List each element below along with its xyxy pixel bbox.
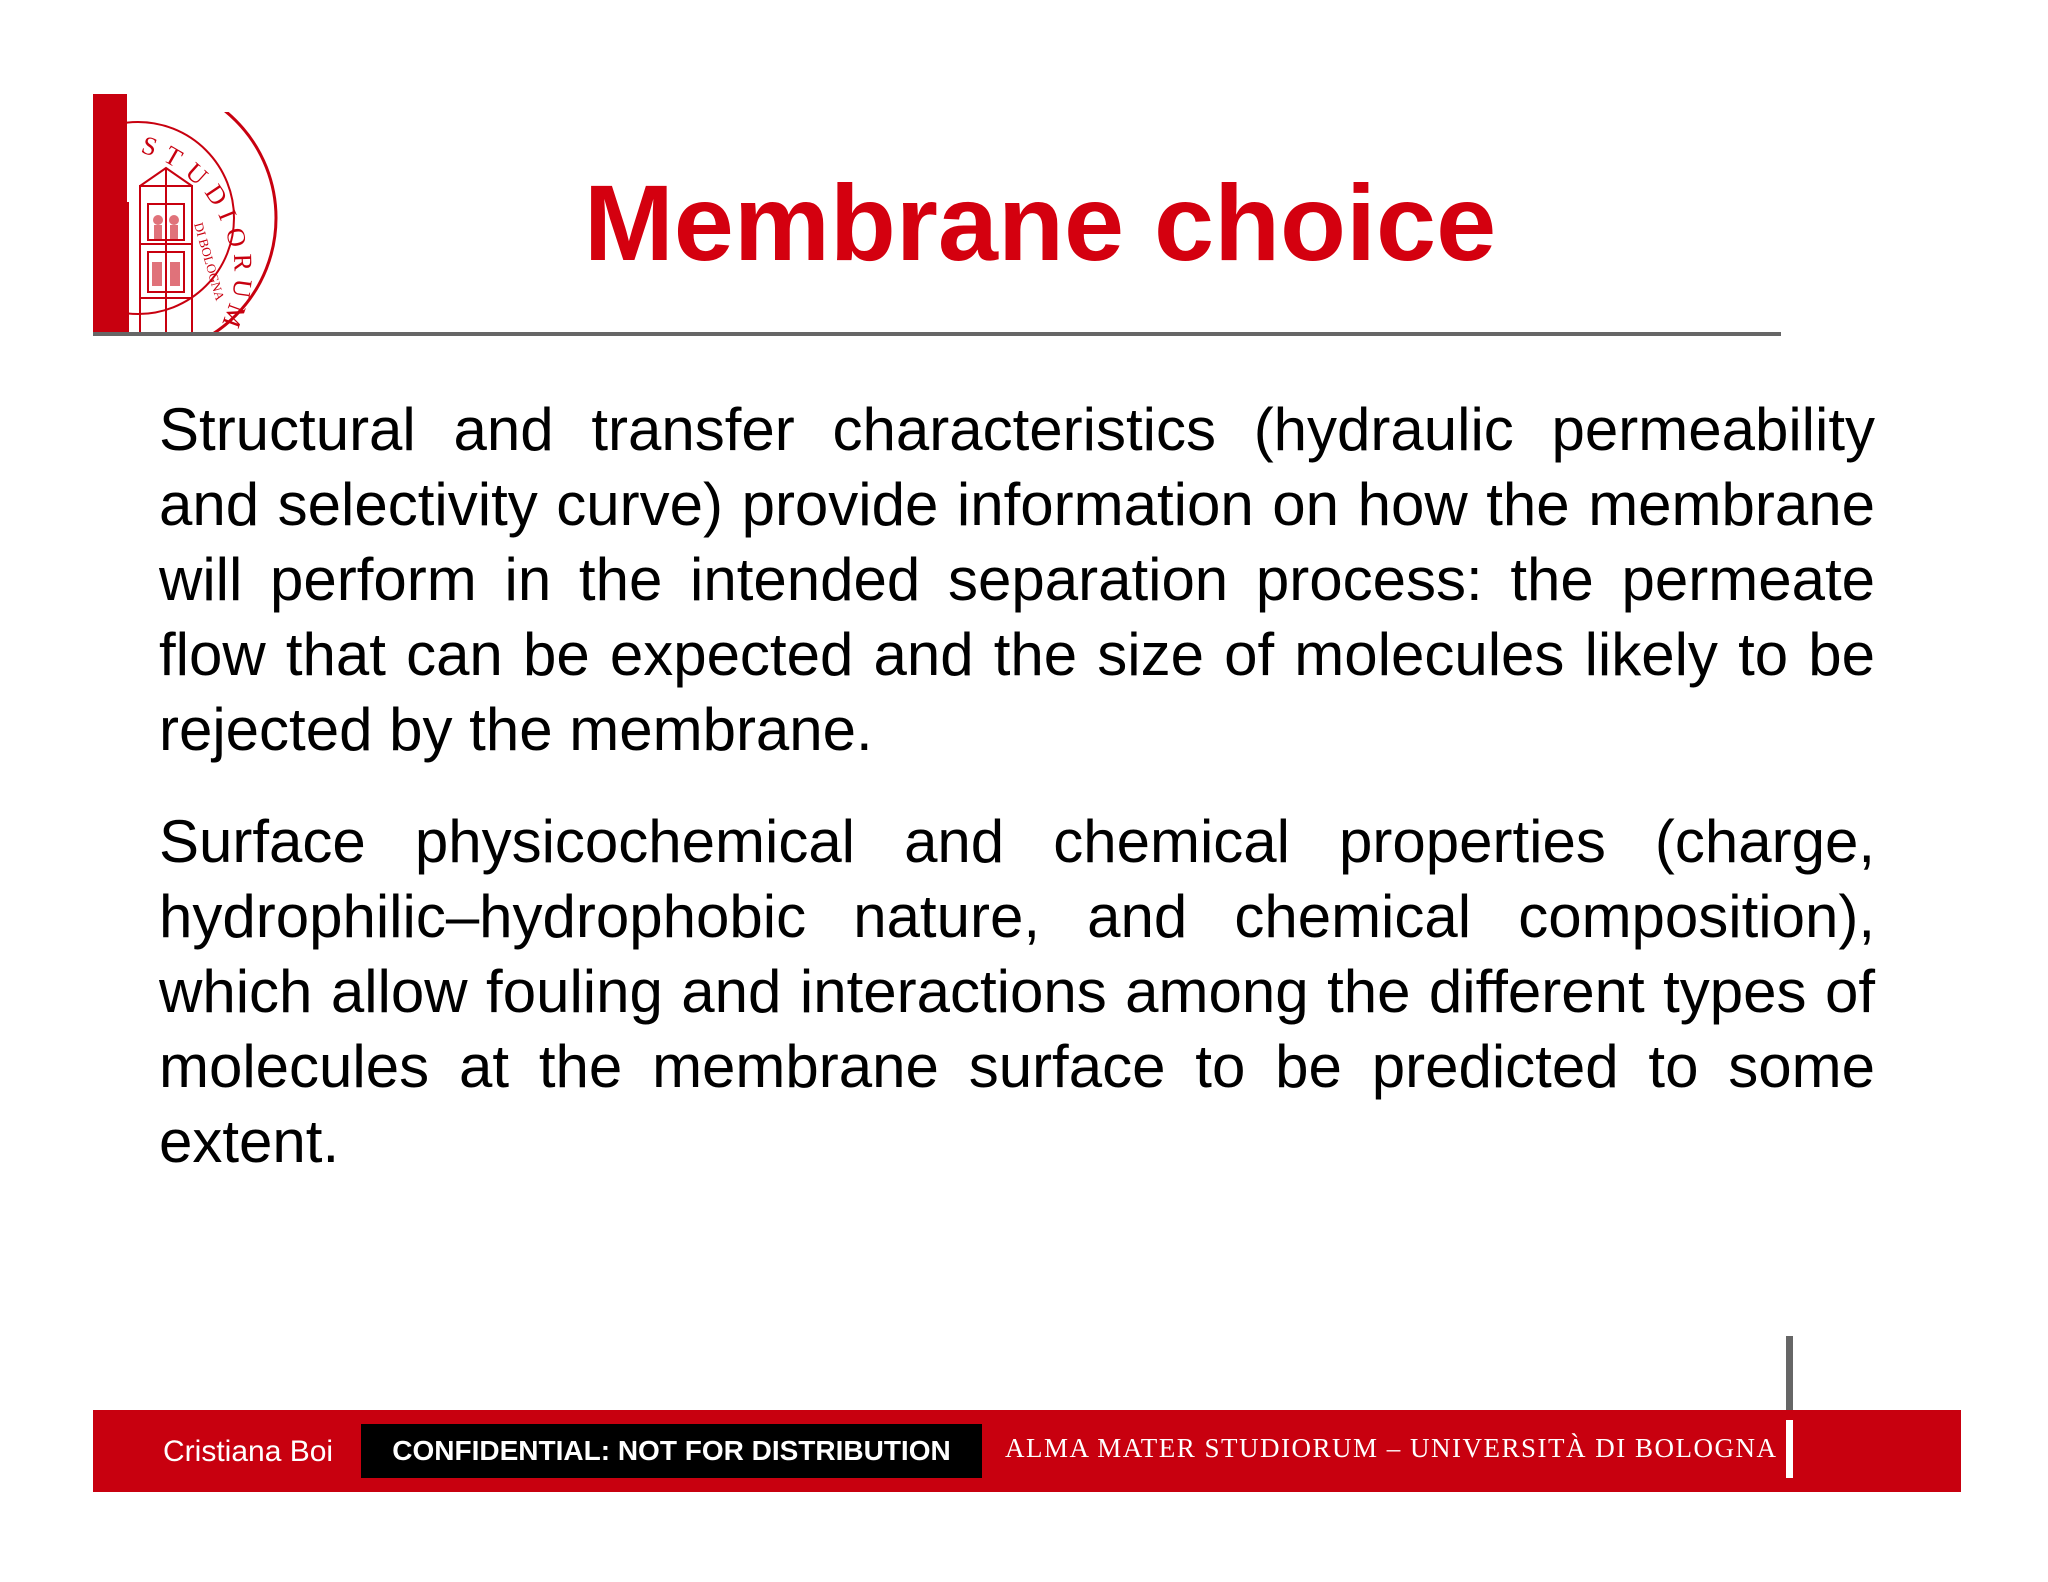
svg-text:U: U — [226, 277, 258, 300]
title-divider — [93, 332, 1781, 336]
footer-divider-tick-white — [1786, 1420, 1793, 1478]
svg-text:R: R — [228, 253, 258, 272]
footer-university-name: ALMA MATER STUDIORUM – UNIVERSITÀ DI BOLOGNA — [1005, 1433, 1778, 1463]
university-seal-icon — [118, 112, 278, 334]
svg-text:M: M — [216, 299, 252, 332]
body-paragraph: Surface physicochemical and chemical properties (charge, hydrophilic–hydrophobic nature, and chemical composition), which allow fouling and interactions among the different types of molecules at the membrane surface to be predicted to some extent. — [159, 808, 1875, 1175]
svg-text:D: D — [199, 179, 234, 211]
svg-text:O: O — [220, 225, 253, 250]
footer-author: Cristiana Boi — [163, 1435, 334, 1468]
svg-text:DI BOLOGNA: DI BOLOGNA — [191, 220, 228, 303]
svg-text:U: U — [179, 156, 214, 192]
slide-body — [159, 392, 1875, 1216]
svg-text:T: T — [159, 140, 188, 174]
page-title: Membrane choice — [583, 162, 1497, 283]
confidential-badge: CONFIDENTIAL: NOT FOR DISTRIBUTION — [361, 1424, 982, 1478]
svg-text:S: S — [138, 130, 161, 163]
svg-text:I: I — [212, 205, 243, 225]
body-paragraph: Structural and transfer characteristics (hydraulic permeability and selectivity curve) provide information on how the membrane will perform in the intended separation process: the permeate flow that can be expected and the size of molecules likely to be rejected by the membrane. — [159, 396, 1875, 763]
